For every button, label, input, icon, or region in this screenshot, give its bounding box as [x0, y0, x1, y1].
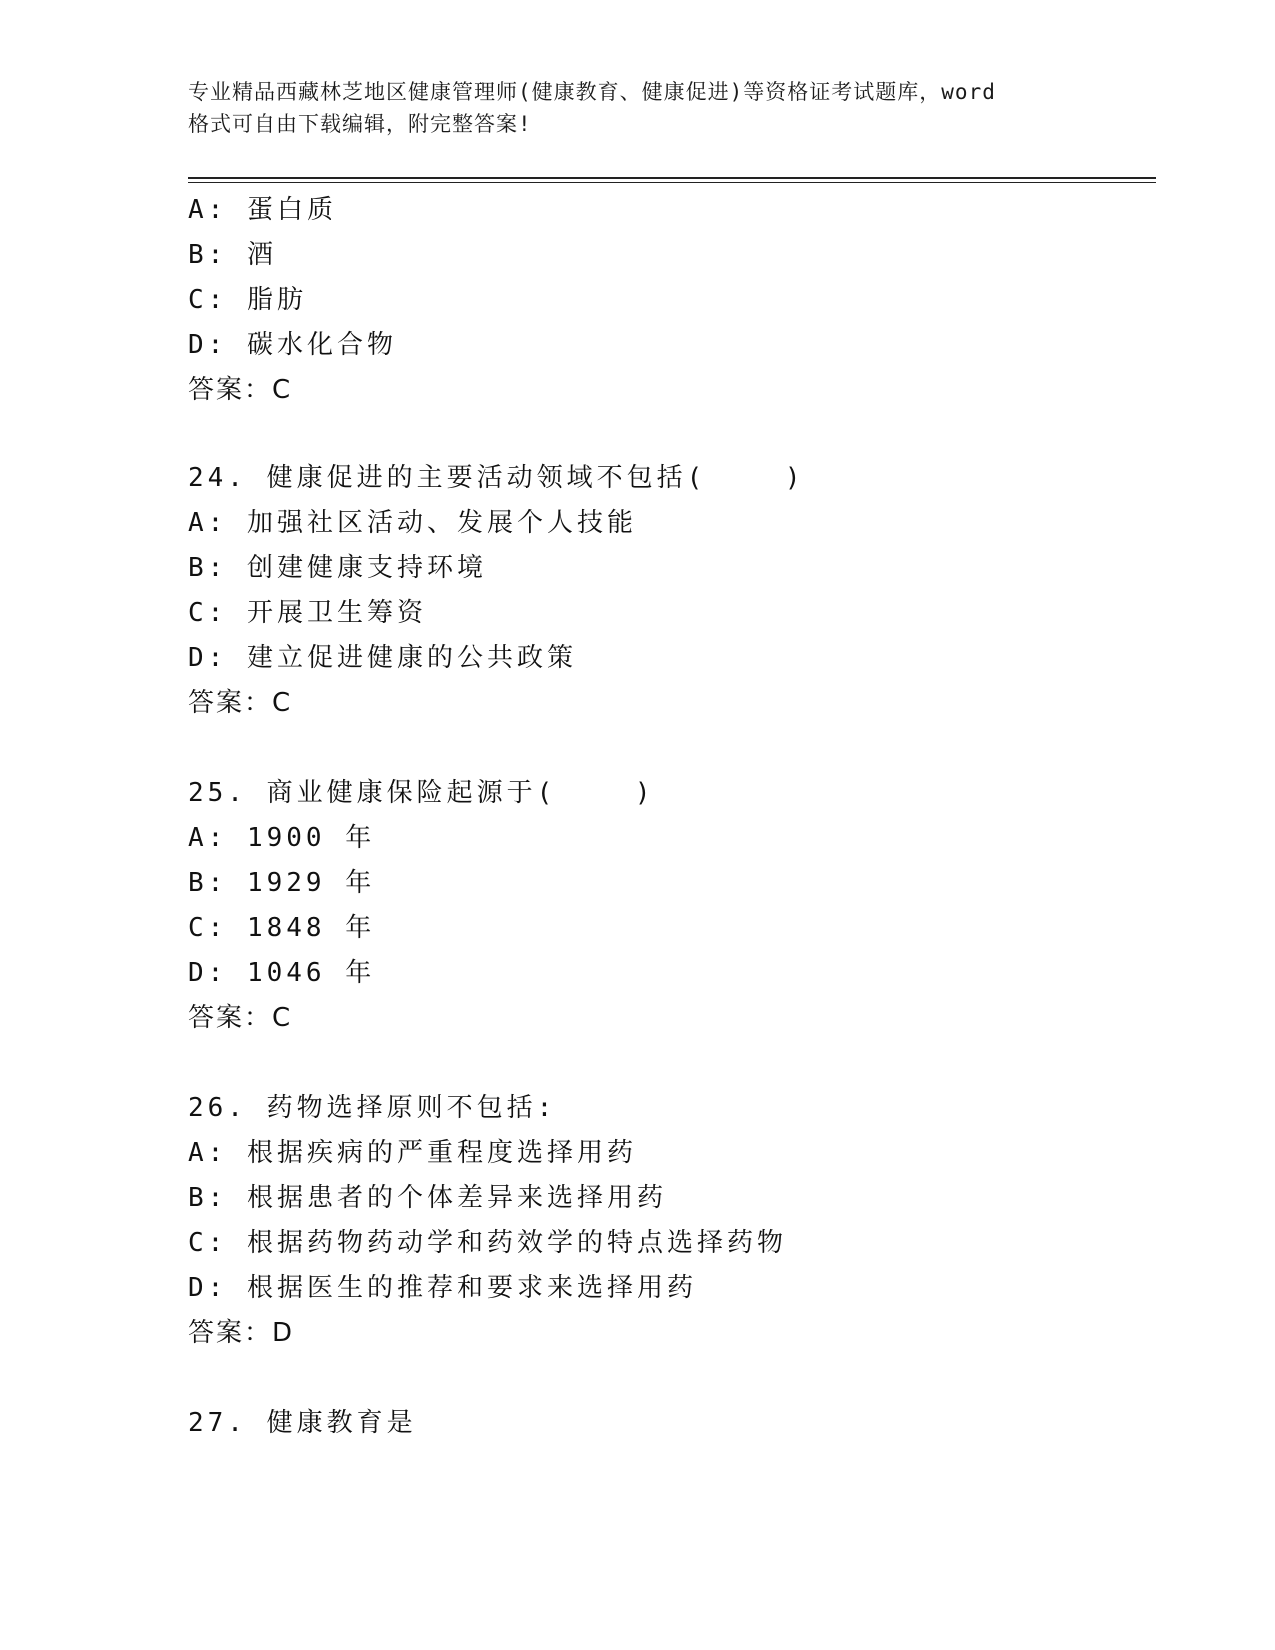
q23-option-a: A: 蛋白质 — [188, 195, 337, 225]
q26-question: 26. 药物选择原则不包括: — [188, 1093, 557, 1123]
q23-option-c: C: 脂肪 — [188, 285, 307, 315]
q27-question: 27. 健康教育是 — [188, 1408, 417, 1438]
header-divider-bottom — [188, 182, 1156, 183]
q23-option-d: D: 碳水化合物 — [188, 330, 397, 360]
header-line-2: 格式可自由下载编辑，附完整答案! — [188, 112, 532, 136]
q24-option-d: D: 建立促进健康的公共政策 — [188, 643, 577, 673]
q26-answer: 答案：D — [188, 1318, 295, 1348]
q23-option-b: B: 酒 — [188, 240, 277, 270]
header-line-1: 专业精品西藏林芝地区健康管理师(健康教育、健康促进)等资格证考试题库，word — [188, 80, 996, 104]
q25-option-b: B: 1929 年 — [188, 868, 376, 898]
document-header — [188, 76, 1118, 140]
header-divider-top — [188, 177, 1156, 179]
q26-option-d: D: 根据医生的推荐和要求来选择用药 — [188, 1273, 697, 1303]
q25-answer: 答案：C — [188, 1003, 293, 1033]
q26-option-a: A: 根据疾病的严重程度选择用药 — [188, 1138, 637, 1168]
q25-option-a: A: 1900 年 — [188, 823, 376, 853]
q24-option-c: C: 开展卫生筹资 — [188, 598, 427, 628]
q26-option-b: B: 根据患者的个体差异来选择用药 — [188, 1183, 667, 1213]
q24-answer: 答案：C — [188, 688, 293, 718]
q24-question: 24. 健康促进的主要活动领域不包括( ) — [188, 463, 805, 493]
q25-question: 25. 商业健康保险起源于( ) — [188, 778, 655, 808]
q26-option-c: C: 根据药物药动学和药效学的特点选择药物 — [188, 1228, 787, 1258]
q25-option-c: C: 1848 年 — [188, 913, 376, 943]
q24-option-b: B: 创建健康支持环境 — [188, 553, 487, 583]
q25-option-d: D: 1046 年 — [188, 958, 376, 988]
q23-answer: 答案：C — [188, 375, 293, 405]
q24-option-a: A: 加强社区活动、发展个人技能 — [188, 508, 637, 538]
